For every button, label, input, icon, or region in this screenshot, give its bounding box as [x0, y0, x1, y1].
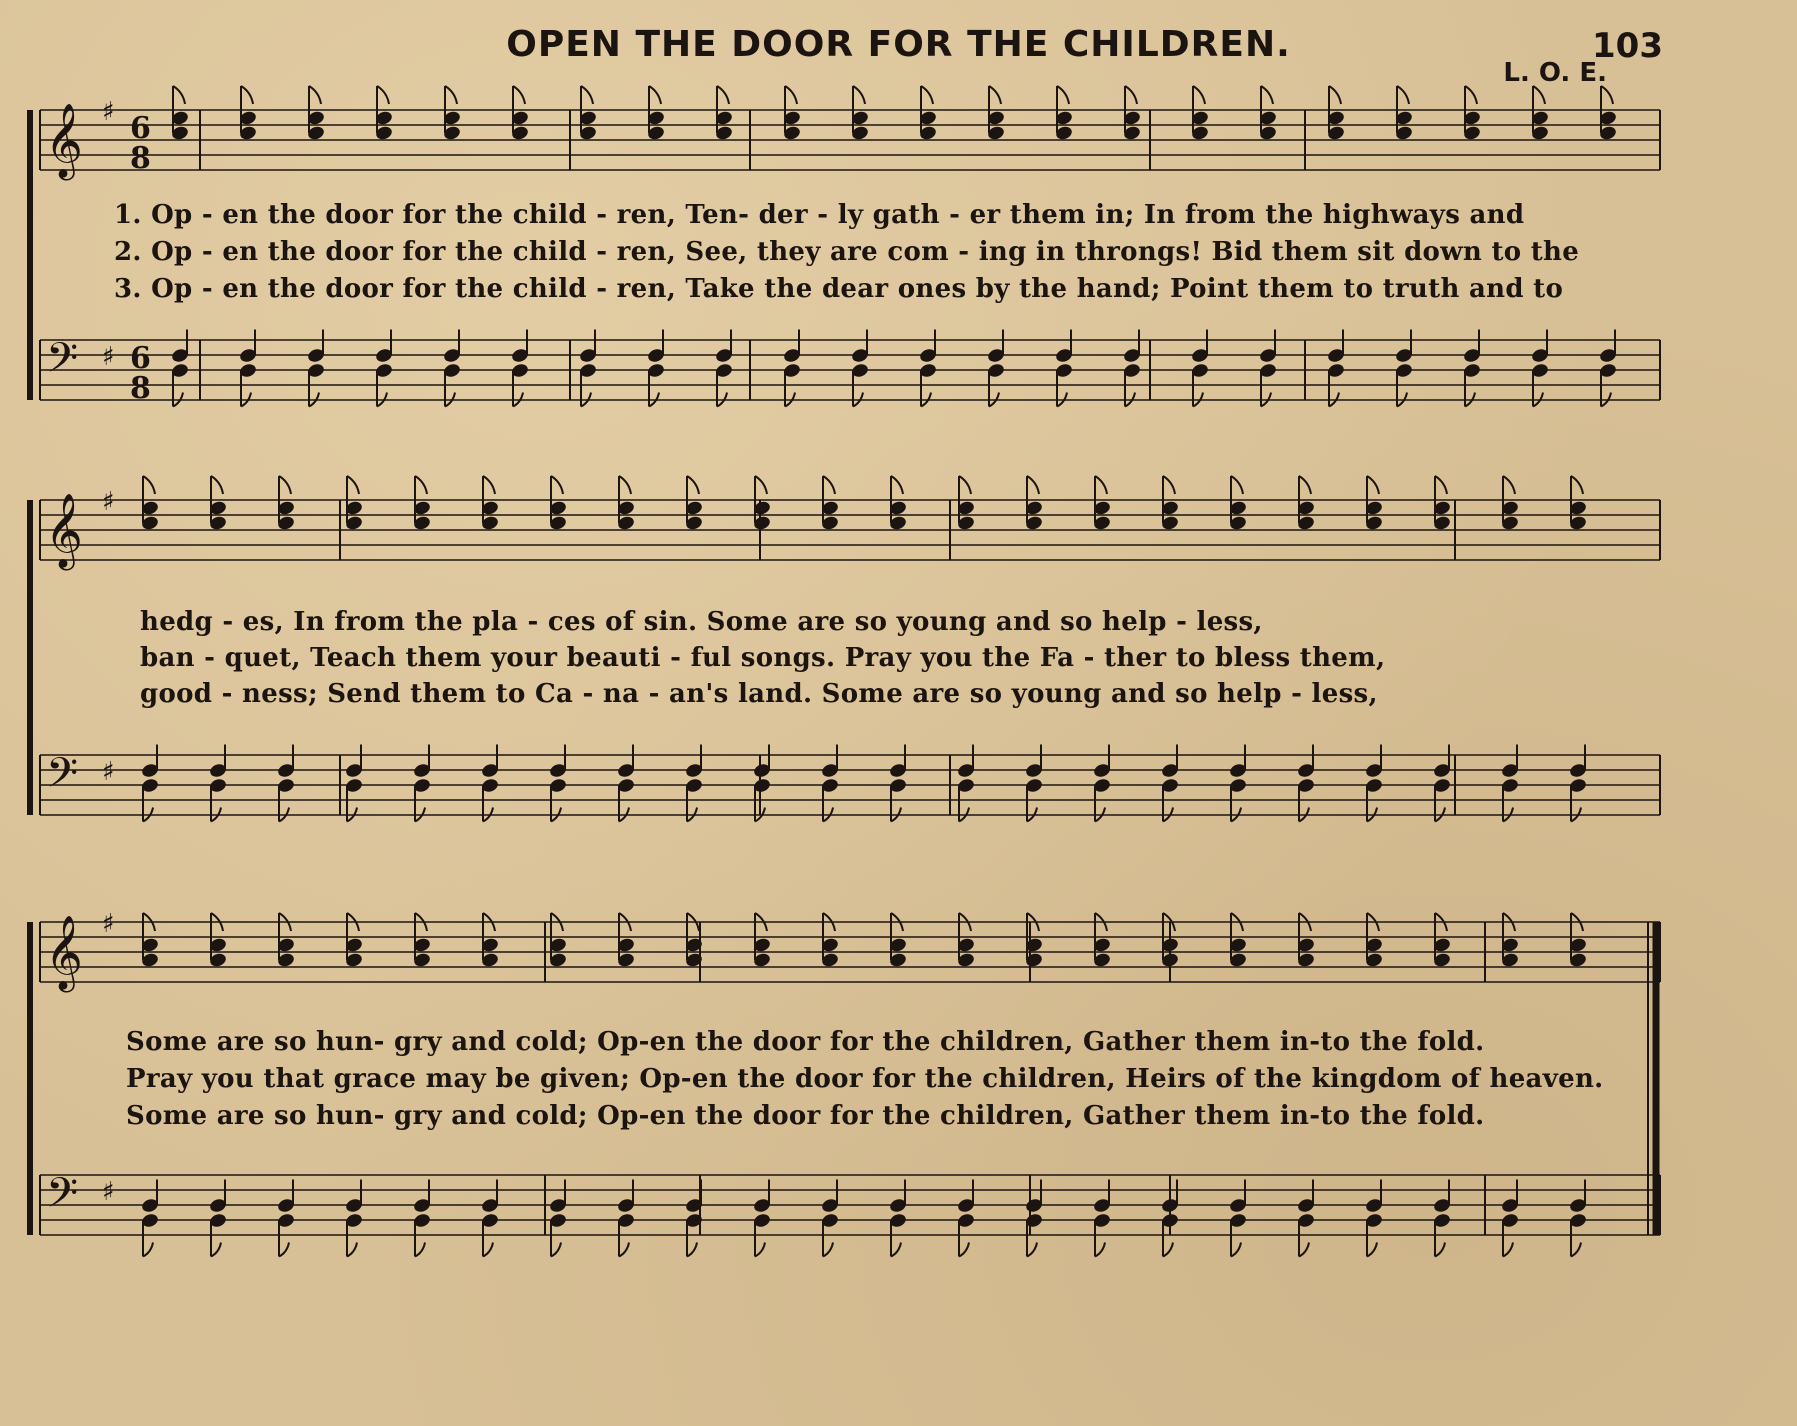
note-flag	[1193, 86, 1205, 104]
sharp-icon: ♯	[102, 97, 115, 127]
note-flag	[581, 86, 593, 104]
note-flag	[513, 86, 525, 104]
note-flag	[279, 1243, 289, 1257]
note-flag	[1435, 476, 1447, 494]
note-flag	[1533, 86, 1545, 104]
treble-clef-icon: 𝄞	[45, 916, 83, 990]
note-flag	[143, 1243, 153, 1257]
note-flag	[1367, 1243, 1377, 1257]
note-flag	[211, 476, 223, 494]
note-flag	[309, 86, 321, 104]
note-flag	[853, 86, 865, 104]
note-flag	[347, 476, 359, 494]
note-flag	[1261, 86, 1273, 104]
treble-clef-icon: 𝄞	[45, 494, 83, 568]
note-flag	[717, 86, 729, 104]
note-flag	[755, 1243, 765, 1257]
note-flag	[921, 86, 933, 104]
sharp-icon: ♯	[102, 487, 115, 517]
note-flag	[823, 476, 835, 494]
bass-clef-icon: 𝄢	[46, 1169, 79, 1227]
lyric-line-s1-v1: 1. Op - en the door for the child - ren, Ten- der - ly gath - er them in; In from the highways and	[114, 200, 1525, 230]
note-flag	[1571, 1243, 1581, 1257]
note-flag	[1095, 1243, 1105, 1257]
composer-credit: L. O. E.	[1503, 58, 1607, 88]
note-flag	[1571, 476, 1583, 494]
note-flag	[1027, 1243, 1037, 1257]
note-flag	[445, 86, 457, 104]
time-signature-bottom: 8	[130, 141, 151, 176]
note-flag	[1095, 476, 1107, 494]
lyric-line-s3-v2: Pray you that grace may be given; Op-en the door for the children, Heirs of the kingdom of heaven.	[126, 1064, 1604, 1094]
hymn-title: OPEN THE DOOR FOR THE CHILDREN.	[506, 24, 1291, 65]
lyric-line-s2-v1: hedg - es, In from the pla - ces of sin. Some are so young and so help - less,	[140, 607, 1263, 637]
note-flag	[415, 1243, 425, 1257]
note-flag	[173, 86, 185, 104]
lyric-line-s2-v2: ban - quet, Teach them your beauti - ful songs. Pray you the Fa - ther to bless them,	[140, 643, 1386, 673]
bass-clef-icon: 𝄢	[46, 749, 79, 807]
note-flag	[959, 1243, 969, 1257]
note-flag	[1231, 1243, 1241, 1257]
note-flag	[1299, 1243, 1309, 1257]
note-flag	[211, 1243, 221, 1257]
note-flag	[1163, 476, 1175, 494]
note-flag	[1465, 86, 1477, 104]
note-flag	[619, 476, 631, 494]
note-flag	[1435, 1243, 1445, 1257]
note-flag	[551, 476, 563, 494]
lyric-line-s1-v2: 2. Op - en the door for the child - ren, See, they are com - ing in throngs! Bid them sit down to the	[114, 237, 1580, 267]
note-flag	[1397, 86, 1409, 104]
page-number: 103	[1592, 26, 1663, 66]
note-flag	[785, 86, 797, 104]
note-flag	[347, 1243, 357, 1257]
note-flag	[1601, 86, 1613, 104]
note-flag	[891, 476, 903, 494]
note-flag	[1027, 476, 1039, 494]
note-flag	[415, 476, 427, 494]
sharp-icon: ♯	[102, 909, 115, 939]
note-flag	[1503, 476, 1515, 494]
lyric-line-s3-v1: Some are so hun- gry and cold; Op-en the door for the children, Gather them in-to the fold.	[126, 1027, 1485, 1057]
note-flag	[1503, 1243, 1513, 1257]
note-flag	[377, 86, 389, 104]
note-flag	[279, 476, 291, 494]
time-signature-top: 6	[130, 111, 151, 146]
sharp-icon: ♯	[102, 342, 115, 372]
note-flag	[959, 476, 971, 494]
note-flag	[1329, 86, 1341, 104]
note-flag	[241, 86, 253, 104]
note-flag	[891, 1243, 901, 1257]
time-signature-top: 6	[130, 341, 151, 376]
note-flag	[1367, 476, 1379, 494]
lyric-line-s3-v3: Some are so hun- gry and cold; Op-en the door for the children, Gather them in-to the fold.	[126, 1101, 1485, 1131]
note-flag	[143, 476, 155, 494]
bass-clef-icon: 𝄢	[46, 334, 79, 392]
note-flag	[1125, 86, 1137, 104]
lyric-line-s1-v3: 3. Op - en the door for the child - ren, Take the dear ones by the hand; Point them to truth and to	[114, 274, 1564, 304]
note-flag	[619, 1243, 629, 1257]
treble-clef-icon: 𝄞	[45, 104, 83, 178]
sharp-icon: ♯	[102, 757, 115, 787]
note-flag	[649, 86, 661, 104]
note-flag	[483, 1243, 493, 1257]
note-flag	[551, 1243, 561, 1257]
note-flag	[989, 86, 1001, 104]
note-flag	[1163, 1243, 1173, 1257]
note-flag	[483, 476, 495, 494]
sharp-icon: ♯	[102, 1177, 115, 1207]
note-flag	[687, 476, 699, 494]
note-flag	[1299, 476, 1311, 494]
note-flag	[1057, 86, 1069, 104]
note-flag	[755, 476, 767, 494]
note-flag	[823, 1243, 833, 1257]
note-flag	[687, 1243, 697, 1257]
lyric-line-s2-v3: good - ness; Send them to Ca - na - an's land. Some are so young and so help - less,	[140, 679, 1378, 709]
time-signature-bottom: 8	[130, 371, 151, 406]
note-flag	[1231, 476, 1243, 494]
